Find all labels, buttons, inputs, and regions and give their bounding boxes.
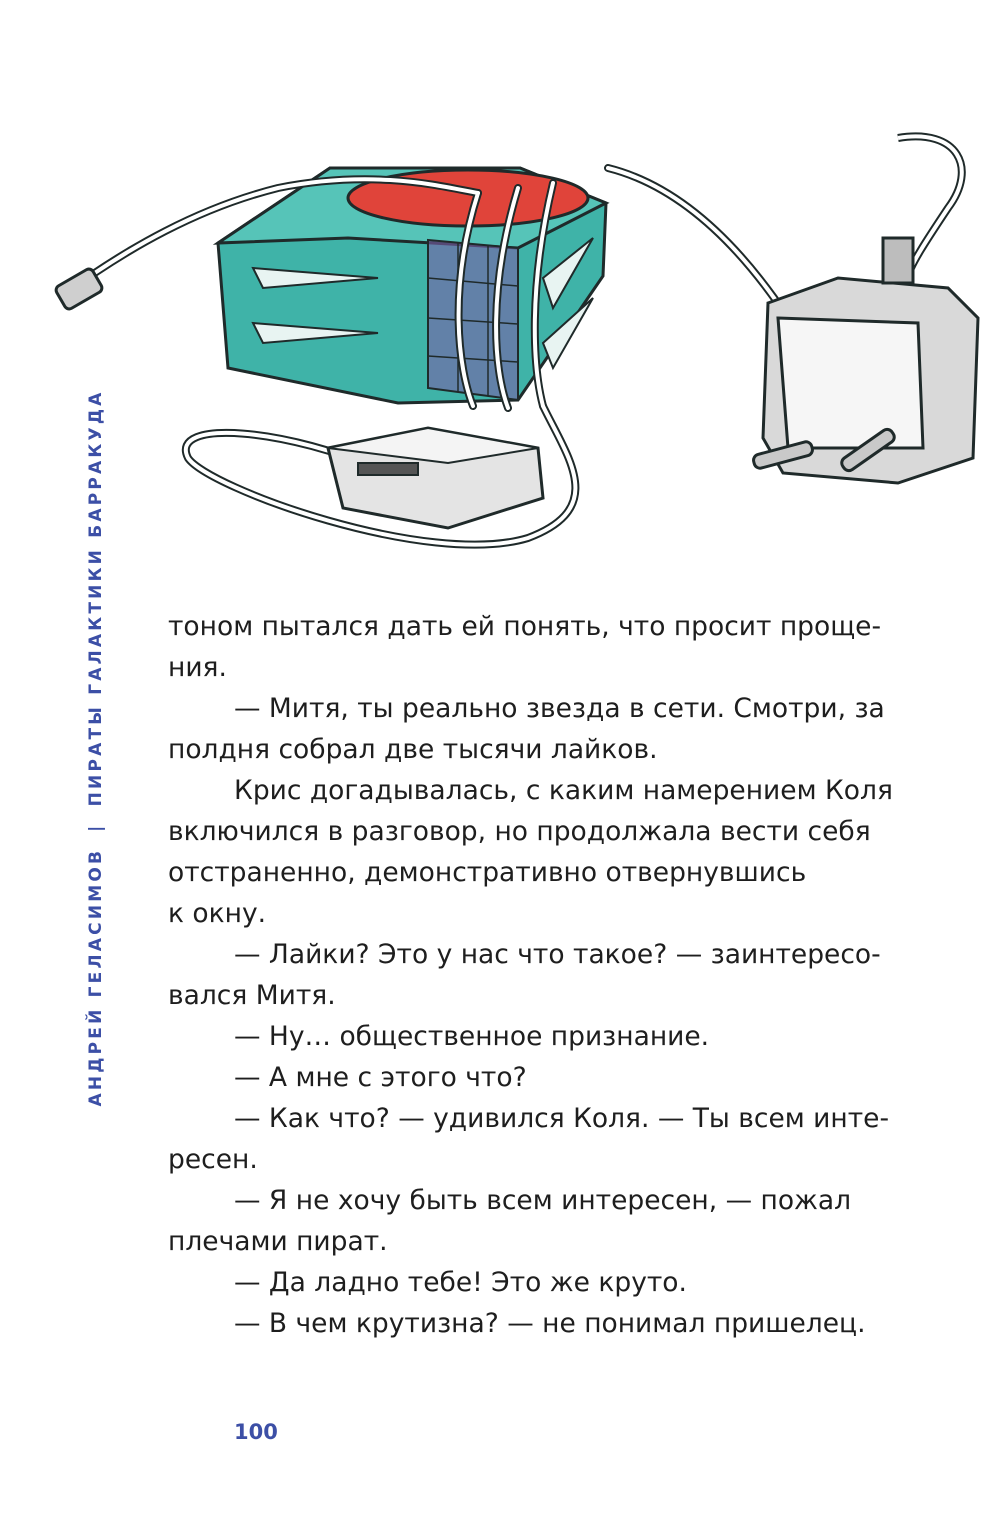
- text-line: — Лайки? Это у нас что такое? — заинтересо-: [234, 939, 881, 970]
- text-line: включился в разговор, но продолжала вести себя: [168, 816, 871, 847]
- text-line: — Да ладно тебе! Это же круто.: [234, 1267, 687, 1298]
- page-number: 100: [234, 1420, 278, 1444]
- author-name: АНДРЕЙ ГЕЛАСИМОВ: [86, 847, 106, 1107]
- text-line: — А мне с этого что?: [234, 1062, 527, 1093]
- text-line: плечами пират.: [168, 1226, 388, 1257]
- text-line: — Как что? — удивился Коля. — Ты всем инте-: [234, 1103, 890, 1134]
- text-line: вался Митя.: [168, 980, 336, 1011]
- text-line: — Ну… общественное признание.: [234, 1021, 710, 1052]
- header-separator: |: [86, 822, 106, 832]
- text-line: тоном пытался дать ей понять, что просит проще-: [168, 611, 882, 642]
- text-line: отстраненно, демонстративно отвернувшись: [168, 857, 807, 888]
- text-line: Крис догадывалась, с каким намерением Коля: [234, 775, 893, 806]
- text-line: — В чем крутизна? — не понимал пришелец.: [234, 1308, 866, 1339]
- body-text: [168, 606, 928, 1344]
- text-line: ния.: [168, 652, 227, 683]
- text-line: к окну.: [168, 898, 267, 929]
- charger-illustration: [48, 128, 988, 568]
- text-line: — Митя, ты реально звезда в сети. Смотри, за: [234, 693, 885, 724]
- text-line: — Я не хочу быть всем интересен, — пожал: [234, 1185, 852, 1216]
- wall-charger: [752, 136, 978, 483]
- book-title: ПИРАТЫ ГАЛАКТИКИ БАРРАКУДА: [86, 389, 106, 807]
- text-line: ресен.: [168, 1144, 258, 1175]
- text-line: полдня собрал две тысячи лайков.: [168, 734, 658, 765]
- small-charger: [328, 428, 543, 528]
